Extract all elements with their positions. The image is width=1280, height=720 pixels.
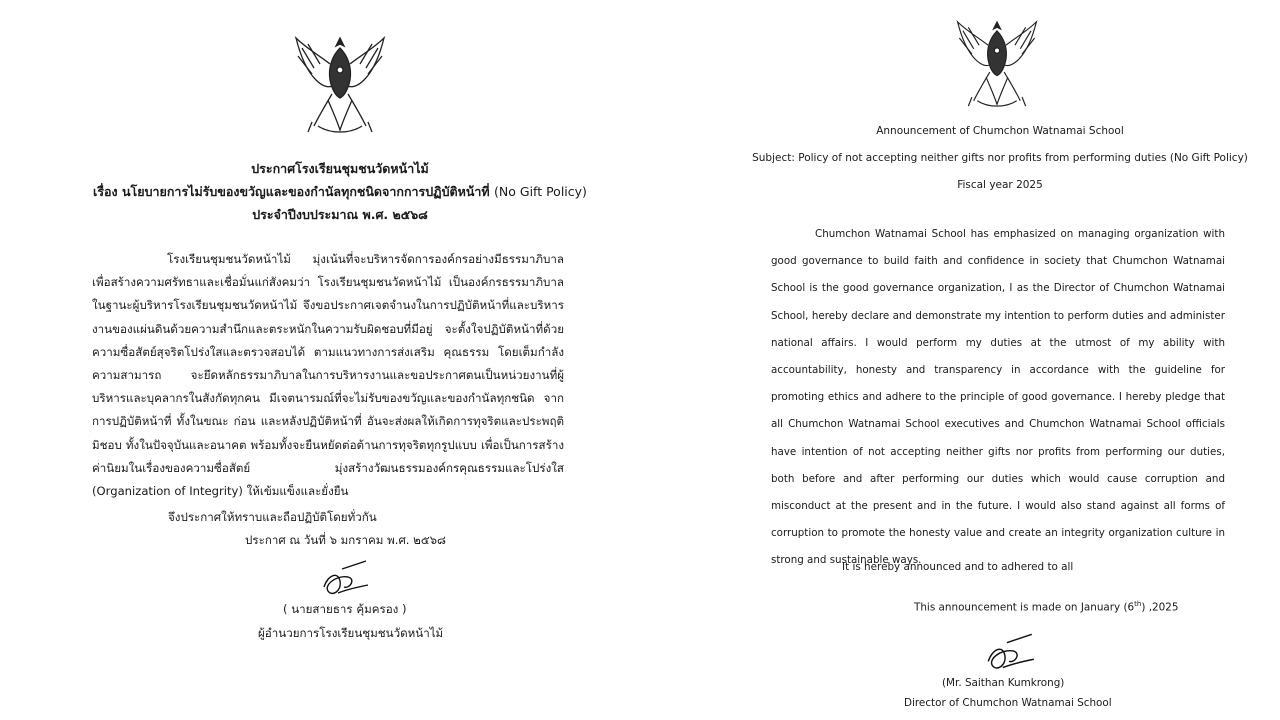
english-date-suffix-sup: th bbox=[1134, 600, 1142, 608]
thai-fiscal-year: ประจำปีงบประมาณ พ.ศ. ๒๕๖๘ bbox=[252, 207, 428, 222]
english-date bbox=[914, 600, 1178, 613]
thai-subject-main: เรื่อง นโยบายการไม่รับของขวัญและของกำนัลทุกชนิดจากการปฏิบัติหน้าที่ bbox=[93, 184, 490, 199]
thai-signer-name: ( นายสายธาร คุ้มครอง ) bbox=[283, 602, 407, 616]
thai-subject bbox=[60, 180, 620, 203]
thai-signer-title: ผู้อำนวยการโรงเรียนชุมชนวัดหน้าไม้ bbox=[258, 626, 444, 640]
thai-title: ประกาศโรงเรียนชุมชนวัดหน้าไม้ bbox=[251, 161, 429, 176]
english-closing: It is hereby announced and to adhered to all bbox=[842, 561, 1074, 573]
signature-image bbox=[982, 628, 1038, 676]
english-announcement-page bbox=[640, 0, 1280, 720]
english-body-text: Chumchon Watnamai School has emphasized on managing organization with good governance to build faith and confidence in society that Chumchon Watnamai School is the good governance organization, I as the Director of Chumchon Watnamai School, hereby declare and demonstrate my intention to perform duties and administer national affairs. I would perform my duties at the utmost of my ability with accountability, honesty and transparency in accordance with the guideline for promoting ethics and adhere to the principle of good governance. I hereby pledge that all Chumchon Watnamai School executives and Chumchon Watnamai School officials have intention of not accepting neither gifts nor profits from performing our duties, both before and after performing our duties which would cause corruption and misconduct at the present and in the future. I would also stand against all forms of corruption to promote the honesty value and create an integrity organization culture in strong and sustainable ways. bbox=[771, 228, 1225, 567]
english-signer-title: Director of Chumchon Watnamai School bbox=[904, 697, 1112, 709]
english-signer-name: (Mr. Saithan Kumkrong) bbox=[942, 677, 1065, 689]
signature-image bbox=[318, 557, 372, 599]
garuda-emblem-icon bbox=[954, 18, 1040, 110]
english-fiscal-year: Fiscal year 2025 bbox=[957, 179, 1043, 191]
thai-subject-english: (No Gift Policy) bbox=[494, 184, 587, 199]
english-date-main: This announcement is made on January (6 bbox=[914, 601, 1135, 614]
thai-closing: จึงประกาศให้ทราบและถือปฏิบัติโดยทั่วกัน bbox=[168, 510, 377, 524]
garuda-emblem-icon bbox=[292, 34, 388, 136]
thai-date: ประกาศ ณ วันที่ ๖ มกราคม พ.ศ. ๒๕๖๘ bbox=[245, 533, 446, 547]
thai-body-text: โรงเรียนชุมชนวัดหน้าไม้ มุ่งเน้นที่จะบริหารจัดการองค์กรอย่างมีธรรมาภิบาล เพื่อสร้างความศรัทธาและเชื่อมั่นแก่สังคมว่า โรงเรียนชุมชนวัดหน้าไม้ เป็นองค์กรธรรมาภิบาล ในฐานะผู้บริหารโรงเรียนชุมชนวัดหน้าไม้ จึงขอประกาศเจตจำนงในการปฏิบัติหน้าที่และบริหารงานของแผ่นดินด้วยความสำนึกและตระหนักในความรับผิดชอบที่มีอยู่ จะตั้งใจปฏิบัติหน้าที่ด้วยความซื่อสัตย์สุจริตโปร่งใสและตรวจสอบได้ ตามแนวทางการส่งเสริม คุณธรรม โดยเต็มกำลังความสามารถ จะยึดหลักธรรมาภิบาลในการบริหารงานและขอประกาศตนเป็นหน่วยงานที่ผู้บริหารและบุคลากรในสังกัดทุกคน มีเจตนารมณ์ที่จะไม่รับของขวัญและของกำนัลทุกชนิด จากการปฏิบัติหน้าที่ ทั้งในขณะ ก่อน และหลังปฏิบัติหน้าที่ อันจะส่งผลให้เกิดการทุจริตและประพฤติมิชอบ ทั้งในปัจจุบันและอนาคต พร้อมทั้งจะยืนหยัดต่อต้านการทุจริตทุกรูปแบบ เพื่อเป็นการสร้างค่านิยมในเรื่องของความซื่อสัตย์ มุ่งสร้างวัฒนธรรมองค์กรคุณธรรมและโปร่งใส (Organization of Integrity) ให้เข้มแข็งและยั่งยืน bbox=[92, 252, 564, 499]
english-title: Announcement of Chumchon Watnamai School bbox=[876, 125, 1124, 137]
english-date-year: ) ,2025 bbox=[1141, 601, 1179, 614]
english-subject: Subject: Policy of not accepting neither gifts nor profits from performing duties (No Gift Policy) bbox=[752, 152, 1248, 164]
